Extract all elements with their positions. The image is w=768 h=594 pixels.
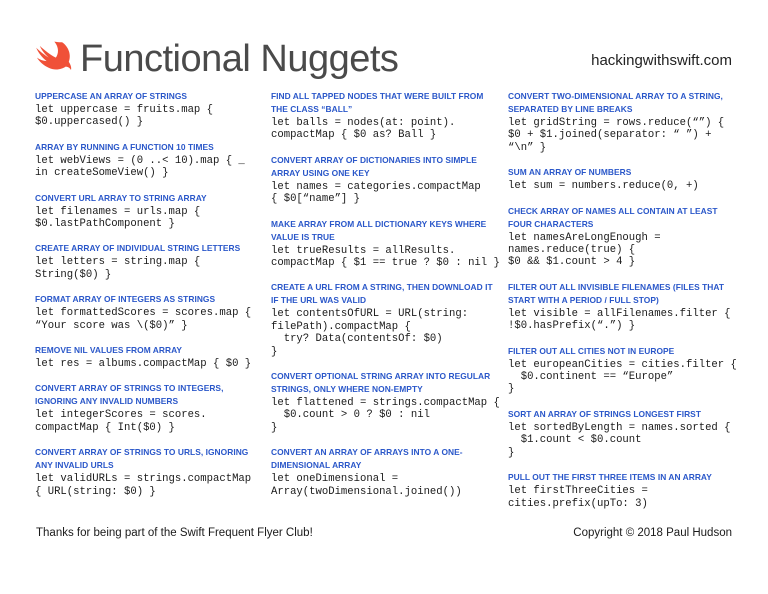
tip-heading: FORMAT ARRAY OF INTEGERS AS STRINGS bbox=[35, 294, 216, 305]
tip-code: let sum = numbers.reduce(0, +) bbox=[508, 180, 699, 193]
tip-item bbox=[35, 192, 265, 231]
tip-heading: FIND ALL TAPPED NODES THAT WERE BUILT FROM THE CLASS “BALL” bbox=[271, 91, 484, 114]
footer-copyright: Copyright © 2018 Paul Hudson bbox=[573, 527, 732, 539]
tip-item bbox=[35, 382, 265, 434]
tip-code: let contentsOfURL = URL(string: filePath).compactMap { try? Data(contentsOf: $0) } bbox=[271, 308, 469, 358]
tip-heading: ARRAY BY RUNNING A FUNCTION 10 TIMES bbox=[35, 141, 214, 152]
tip-code: let firstThreeCities = cities.prefix(upTo: 3) bbox=[508, 485, 648, 510]
tip-code: let res = albums.compactMap { $0 } bbox=[35, 358, 252, 371]
tip-heading: SORT AN ARRAY OF STRINGS LONGEST FIRST bbox=[508, 408, 701, 419]
column-1 bbox=[35, 90, 265, 510]
tip-item bbox=[271, 90, 501, 142]
tip-item bbox=[508, 166, 738, 192]
tip-code: let trueResults = allResults. compactMap { $1 == true ? $0 : nil } bbox=[271, 244, 500, 270]
tip-heading: FILTER OUT ALL CITIES NOT IN EUROPE bbox=[508, 345, 675, 356]
site-url: hackingwithswift.com bbox=[591, 52, 732, 69]
column-2 bbox=[271, 90, 501, 510]
tip-item bbox=[508, 408, 738, 459]
tip-heading: PULL OUT THE FIRST THREE ITEMS IN AN ARRAY bbox=[508, 472, 712, 483]
tip-item bbox=[271, 218, 501, 270]
page-title: Functional Nuggets bbox=[80, 38, 399, 80]
swift-logo-icon bbox=[36, 38, 74, 76]
tip-code: let letters = string.map { String($0) } bbox=[35, 256, 201, 281]
tip-code: let validURLs = strings.compactMap { URL(string: $0) } bbox=[35, 473, 252, 498]
tip-code: let names = categories.compactMap { $0[“name”] } bbox=[271, 180, 481, 206]
tip-heading: CONVERT OPTIONAL STRING ARRAY INTO REGULAR STRINGS, ONLY WHERE NON-EMPTY bbox=[271, 371, 491, 395]
tip-code: let visible = allFilenames.filter { !$0.hasPrefix(“.”) } bbox=[508, 307, 731, 333]
tip-item bbox=[35, 344, 265, 370]
tip-heading: UPPERCASE AN ARRAY OF STRINGS bbox=[35, 91, 188, 101]
tip-code: let formattedScores = scores.map { “Your score was \($0)” } bbox=[35, 307, 252, 332]
tip-code: let flattened = strings.compactMap { $0.count > 0 ? $0 : nil } bbox=[271, 397, 500, 434]
tip-item bbox=[271, 446, 501, 498]
tip-heading: REMOVE NIL VALUES FROM ARRAY bbox=[35, 345, 183, 356]
tip-code: let balls = nodes(at: point). compactMap { $0 as? Ball } bbox=[271, 117, 456, 142]
column-3 bbox=[508, 90, 738, 522]
tip-code: let webViews = (0 ..< 10).map { _ in createSomeView() } bbox=[35, 154, 245, 180]
tip-item bbox=[508, 281, 738, 333]
footer-thanks: Thanks for being part of the Swift Frequent Flyer Club! bbox=[36, 527, 313, 539]
tip-code: let uppercase = fruits.map { $0.uppercased() } bbox=[35, 104, 214, 129]
tip-item bbox=[35, 90, 265, 129]
tip-item bbox=[271, 281, 501, 358]
tip-heading: CONVERT ARRAY OF DICTIONARIES INTO SIMPLE ARRAY USING ONE KEY bbox=[271, 154, 477, 178]
tip-heading: CONVERT TWO-DIMENSIONAL ARRAY TO A STRING, SEPARATED BY LINE BREAKS bbox=[508, 91, 723, 114]
tip-code: let sortedByLength = names.sorted { $1.count < $0.count } bbox=[508, 421, 731, 459]
tip-heading: CHECK ARRAY OF NAMES ALL CONTAIN AT LEAST FOUR CHARACTERS bbox=[508, 205, 718, 229]
tip-heading: CONVERT AN ARRAY OF ARRAYS INTO A ONE-DIMENSIONAL ARRAY bbox=[271, 447, 463, 471]
tip-code: let oneDimensional = Array(twoDimensional.joined()) bbox=[271, 473, 462, 498]
tip-item bbox=[35, 446, 265, 498]
tip-code: let integerScores = scores. compactMap { Int($0) } bbox=[35, 409, 207, 434]
tip-item bbox=[35, 293, 265, 332]
tip-heading: MAKE ARRAY FROM ALL DICTIONARY KEYS WHERE VALUE IS TRUE bbox=[271, 218, 487, 242]
tip-item bbox=[508, 205, 738, 269]
tip-code: let namesAreLongEnough = names.reduce(true) { $0 && $1.count > 4 } bbox=[508, 231, 661, 269]
tip-code: let filenames = urls.map { $0.lastPathComponent } bbox=[35, 205, 201, 231]
tip-heading: SUM AN ARRAY OF NUMBERS bbox=[508, 167, 632, 178]
tip-item bbox=[508, 345, 738, 396]
tip-item bbox=[508, 471, 738, 510]
tip-item bbox=[271, 154, 501, 206]
tip-item bbox=[35, 141, 265, 180]
tip-heading: CONVERT URL ARRAY TO STRING ARRAY bbox=[35, 192, 207, 203]
tip-heading: CREATE ARRAY OF INDIVIDUAL STRING LETTERS bbox=[35, 243, 241, 254]
tip-heading: CREATE A URL FROM A STRING, THEN DOWNLOAD IT IF THE URL WAS VALID bbox=[271, 282, 493, 306]
tip-heading: CONVERT ARRAY OF STRINGS TO URLS, IGNORING ANY INVALID URLS bbox=[35, 447, 249, 471]
header bbox=[36, 36, 736, 86]
tip-heading: FILTER OUT ALL INVISIBLE FILENAMES (FILES THAT START WITH A PERIOD / FULL STOP) bbox=[508, 281, 725, 305]
tip-item bbox=[35, 242, 265, 281]
tip-code: let gridString = rows.reduce(“”) { $0 + $1.joined(separator: “ ”) + “\n” } bbox=[508, 117, 725, 154]
tip-code: let europeanCities = cities.filter { $0.continent == “Europe” } bbox=[508, 358, 737, 396]
tip-item bbox=[508, 90, 738, 154]
tip-heading: CONVERT ARRAY OF STRINGS TO INTEGERS, IGNORING ANY INVALID NUMBERS bbox=[35, 383, 224, 407]
tip-item bbox=[271, 370, 501, 434]
